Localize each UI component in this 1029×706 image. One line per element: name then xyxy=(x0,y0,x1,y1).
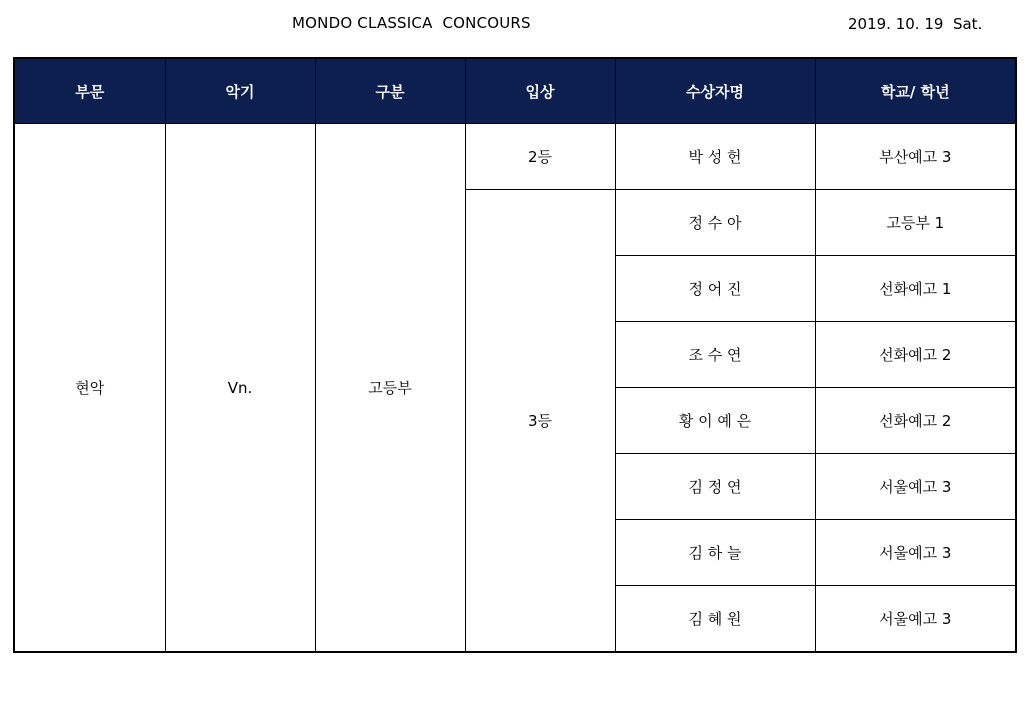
category-cell: 고등부 xyxy=(315,124,465,653)
rank-cell: 3등 xyxy=(465,190,615,653)
school-grade-cell: 서울예고 3 xyxy=(815,520,1016,586)
winner-name-cell: 김 하 늘 xyxy=(615,520,815,586)
school-grade-cell: 선화예고 2 xyxy=(815,388,1016,454)
winner-name-cell: 김 혜 원 xyxy=(615,586,815,653)
school-grade-cell: 선화예고 1 xyxy=(815,256,1016,322)
winner-name-cell: 박 성 헌 xyxy=(615,124,815,190)
results-table xyxy=(13,57,1017,653)
column-header-school-grade: 학교/ 학년 xyxy=(815,58,1016,124)
column-header-category: 구분 xyxy=(315,58,465,124)
winner-name-cell: 김 정 연 xyxy=(615,454,815,520)
table-row xyxy=(14,124,1016,190)
school-grade-cell: 서울예고 3 xyxy=(815,454,1016,520)
winner-name-cell: 조 수 연 xyxy=(615,322,815,388)
column-header-winner-name: 수상자명 xyxy=(615,58,815,124)
column-header-division: 부문 xyxy=(14,58,165,124)
school-grade-cell: 선화예고 2 xyxy=(815,322,1016,388)
column-header-instrument: 악기 xyxy=(165,58,315,124)
document-date: 2019. 10. 19 Sat. xyxy=(848,15,983,33)
column-header-rank: 입상 xyxy=(465,58,615,124)
instrument-cell: Vn. xyxy=(165,124,315,653)
school-grade-cell: 고등부 1 xyxy=(815,190,1016,256)
winner-name-cell: 정 수 아 xyxy=(615,190,815,256)
division-cell: 현악 xyxy=(14,124,165,653)
school-grade-cell: 서울예고 3 xyxy=(815,586,1016,653)
table-header-row xyxy=(14,58,1016,124)
document-title: MONDO CLASSICA CONCOURS xyxy=(292,14,531,32)
school-grade-cell: 부산예고 3 xyxy=(815,124,1016,190)
winner-name-cell: 황 이 예 은 xyxy=(615,388,815,454)
winner-name-cell: 정 어 진 xyxy=(615,256,815,322)
rank-cell: 2등 xyxy=(465,124,615,190)
